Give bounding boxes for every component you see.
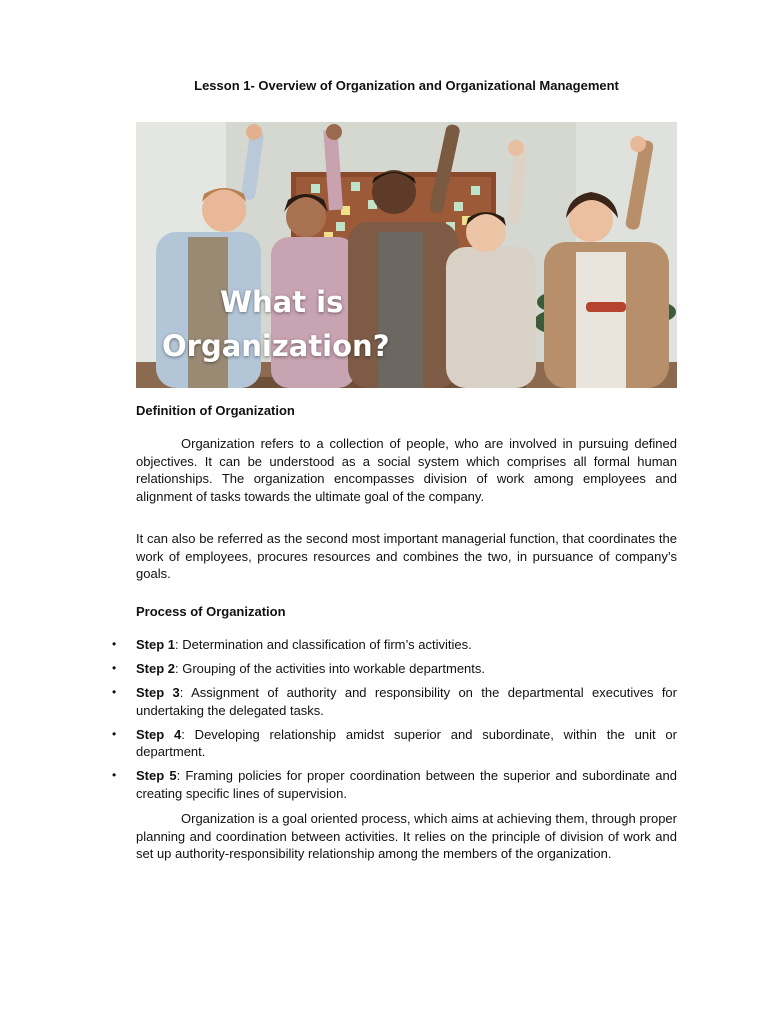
bullet-icon: • (112, 726, 117, 741)
hero-caption-line-2: Organization? (162, 329, 390, 363)
step-label: Step 3 (136, 685, 180, 700)
hero-caption-line-1: What is (220, 285, 344, 319)
bullet-icon: • (112, 661, 117, 675)
process-closing-paragraph: Organization is a goal oriented process, which aims at achieving them, through proper planning and coordination between activities. It relies on the principle of division of work and set up authority-responsibility relationship among the members of the organization. (136, 811, 677, 861)
hero-caption (162, 280, 462, 368)
list-item (112, 767, 677, 802)
list-item (112, 636, 677, 654)
process-heading: Process of Organization (136, 604, 286, 619)
bullet-icon: • (112, 637, 117, 651)
step-text: : Assignment of authority and responsibility on the departmental executives for undertaking the delegated tasks. (136, 685, 677, 718)
hero-image (136, 122, 677, 388)
definition-paragraph-2: It can also be referred as the second most important managerial function, that coordinates the work of employees, procures resources and combines the two, in pursuance of company’s goals. (136, 531, 677, 581)
definition-paragraph-1: Organization refers to a collection of people, who are involved in pursuing defined objectives. It can be understood as a social system which comprises all formal human relationships. The organization encompasses division of work among employees and alignment of tasks towards the ultimate goal of the company. (136, 436, 677, 504)
process-steps-list (112, 636, 677, 809)
bullet-icon: • (112, 768, 117, 782)
bullet-icon: • (112, 685, 117, 699)
definition-heading: Definition of Organization (136, 403, 295, 418)
step-label: Step 2 (136, 661, 176, 676)
step-label: Step 5 (136, 768, 177, 783)
list-item (112, 684, 677, 719)
list-item (112, 660, 677, 678)
list-item (112, 726, 677, 761)
document-title: Lesson 1- Overview of Organization and Organizational Management (194, 78, 619, 93)
step-text: : Framing policies for proper coordination between the superior and subordinate and creating specific lines of supervision. (136, 768, 677, 801)
step-text: : Developing relationship amidst superior and subordinate, within the unit or department. (136, 726, 677, 759)
step-text: : Grouping of the activities into workable departments. (175, 661, 486, 676)
step-text: : Determination and classification of firm’s activities. (175, 637, 472, 652)
step-label: Step 1 (136, 637, 176, 652)
step-label: Step 4 (136, 726, 182, 742)
